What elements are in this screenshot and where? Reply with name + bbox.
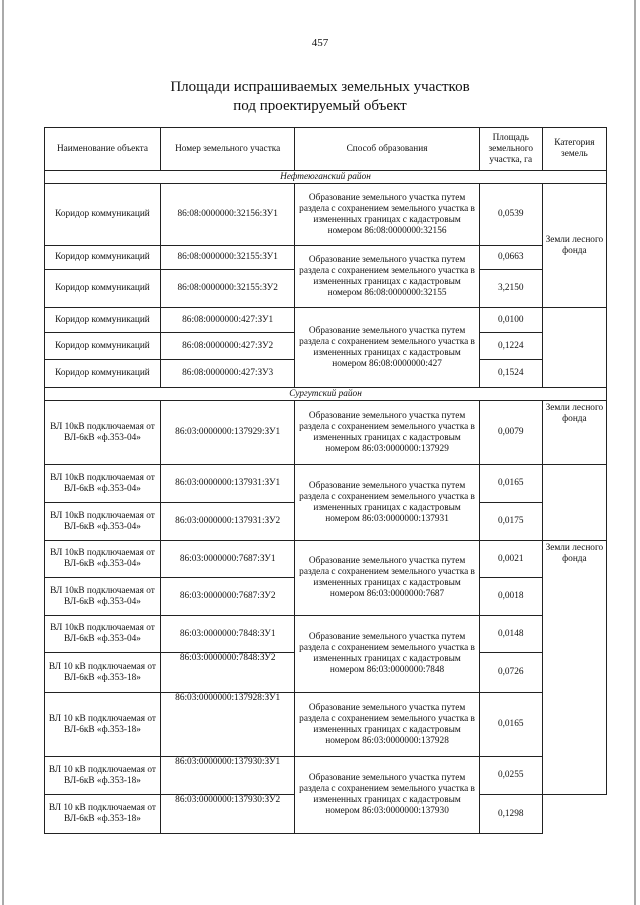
header-row xyxy=(45,128,607,171)
method-cell: Образование земельного участка путем раздела с сохранением земельного участка в измененных границах с кадастровым номером 86:03:0000000:137929 xyxy=(295,401,479,465)
plot-number-cell: 86:03:0000000:7848:ЗУ2 xyxy=(160,653,295,693)
table-row xyxy=(45,401,607,465)
method-cell: Образование земельного участка путем раздела с сохранением земельного участка в измененных границах с кадастровым номером 86:03:0000000:137931 xyxy=(295,465,479,541)
header-number: Номер земельного участка xyxy=(160,128,295,171)
table-row xyxy=(45,616,607,653)
section-title: Нефтеюганский район xyxy=(45,171,607,184)
category-cell-empty xyxy=(542,465,606,541)
area-cell: 3,2150 xyxy=(479,270,542,308)
area-cell: 0,0726 xyxy=(479,653,542,693)
right-page-edge xyxy=(634,0,636,905)
header-name: Наименование объекта xyxy=(45,128,161,171)
method-cell: Образование земельного участка путем раздела с сохранением земельного участка в измененных границах с кадастровым номером 86:03:0000000:7687 xyxy=(295,541,479,616)
plot-number-cell: 86:03:0000000:137931:ЗУ1 xyxy=(160,465,295,503)
table-row xyxy=(45,465,607,503)
plot-number-cell: 86:03:0000000:137930:ЗУ2 xyxy=(160,795,295,834)
table-row xyxy=(45,308,607,333)
object-name-cell: ВЛ 10кВ подключаемая от ВЛ-6кВ «ф.353-04» xyxy=(45,503,161,541)
header-category: Категория земель xyxy=(542,128,606,171)
plot-number-cell: 86:08:0000000:32155:ЗУ1 xyxy=(160,246,295,270)
area-cell: 0,0165 xyxy=(479,465,542,503)
title-line-2: под проектируемый объект xyxy=(233,98,407,114)
method-cell: Образование земельного участка путем раздела с сохранением земельного участка в измененных границах с кадастровым номером 86:08:0000000:32156 xyxy=(295,184,479,246)
method-cell: Образование земельного участка путем раздела с сохранением земельного участка в измененных границах с кадастровым номером 86:03:0000000:137930 xyxy=(295,757,479,834)
method-cell: Образование земельного участка путем раздела с сохранением земельного участка в измененных границах с кадастровым номером 86:03:0000000:137928 xyxy=(295,693,479,757)
category-cell-empty xyxy=(542,308,606,388)
object-name-cell: Коридор коммуникаций xyxy=(45,333,161,360)
object-name-cell: ВЛ 10кВ подключаемая от ВЛ-6кВ «ф.353-04» xyxy=(45,616,161,653)
plot-number-cell: 86:03:0000000:137928:ЗУ1 xyxy=(160,693,295,757)
area-cell: 0,0021 xyxy=(479,541,542,578)
plot-number-cell: 86:03:0000000:137929:ЗУ1 xyxy=(160,401,295,465)
area-cell: 0,0175 xyxy=(479,503,542,541)
object-name-cell: Коридор коммуникаций xyxy=(45,308,161,333)
object-name-cell: ВЛ 10кВ подключаемая от ВЛ-6кВ «ф.353-04» xyxy=(45,465,161,503)
area-cell: 0,0148 xyxy=(479,616,542,653)
area-cell: 0,0663 xyxy=(479,246,542,270)
table-row xyxy=(45,757,607,795)
page-number: 457 xyxy=(311,37,329,49)
table-row xyxy=(45,246,607,270)
area-cell: 0,0018 xyxy=(479,578,542,616)
section-title: Сургутский район xyxy=(45,388,607,401)
table-row xyxy=(45,184,607,246)
object-name-cell: ВЛ 10 кВ подключаемая от ВЛ-6кВ «ф.353-18» xyxy=(45,795,161,834)
left-page-edge xyxy=(2,0,4,905)
title-line-1: Площади испрашиваемых земельных участков xyxy=(170,79,470,95)
plot-number-cell: 86:08:0000000:427:ЗУ1 xyxy=(160,308,295,333)
object-name-cell: ВЛ 10кВ подключаемая от ВЛ-6кВ «ф.353-04» xyxy=(45,401,161,465)
section-row xyxy=(45,171,607,184)
object-name-cell: ВЛ 10кВ подключаемая от ВЛ-6кВ «ф.353-04» xyxy=(45,541,161,578)
plot-number-cell: 86:03:0000000:7848:ЗУ1 xyxy=(160,616,295,653)
object-name-cell: ВЛ 10 кВ подключаемая от ВЛ-6кВ «ф.353-18» xyxy=(45,757,161,795)
object-name-cell: ВЛ 10 кВ подключаемая от ВЛ-6кВ «ф.353-18» xyxy=(45,693,161,757)
area-cell: 0,1524 xyxy=(479,360,542,388)
area-cell: 0,1224 xyxy=(479,333,542,360)
plot-number-cell: 86:08:0000000:427:ЗУ3 xyxy=(160,360,295,388)
land-plots-table xyxy=(44,127,607,834)
section-row xyxy=(45,388,607,401)
plot-number-cell: 86:03:0000000:7687:ЗУ1 xyxy=(160,541,295,578)
plot-number-cell: 86:08:0000000:32156:ЗУ1 xyxy=(160,184,295,246)
method-cell: Образование земельного участка путем раздела с сохранением земельного участка в измененных границах с кадастровым номером 86:08:0000000:427 xyxy=(295,308,479,388)
method-cell: Образование земельного участка путем раздела с сохранением земельного участка в измененных границах с кадастровым номером 86:08:0000000:32155 xyxy=(295,246,479,308)
area-cell: 0,0165 xyxy=(479,693,542,757)
plot-number-cell: 86:03:0000000:137931:ЗУ2 xyxy=(160,503,295,541)
method-cell: Образование земельного участка путем раздела с сохранением земельного участка в измененных границах с кадастровым номером 86:03:0000000:7848 xyxy=(295,616,479,693)
object-name-cell: ВЛ 10кВ подключаемая от ВЛ-6кВ «ф.353-04» xyxy=(45,578,161,616)
category-cell: Земли лесного фонда xyxy=(542,184,606,308)
page-title xyxy=(0,78,640,116)
header-method: Способ образования xyxy=(295,128,479,171)
plot-number-cell: 86:03:0000000:7687:ЗУ2 xyxy=(160,578,295,616)
table-row xyxy=(45,693,607,757)
area-cell: 0,0100 xyxy=(479,308,542,333)
object-name-cell: ВЛ 10 кВ подключаемая от ВЛ-6кВ «ф.353-18» xyxy=(45,653,161,693)
area-cell: 0,1298 xyxy=(479,795,542,834)
category-cell: Земли лесного фонда xyxy=(542,401,606,465)
area-cell: 0,0539 xyxy=(479,184,542,246)
area-cell: 0,0079 xyxy=(479,401,542,465)
plot-number-cell: 86:08:0000000:427:ЗУ2 xyxy=(160,333,295,360)
object-name-cell: Коридор коммуникаций xyxy=(45,360,161,388)
object-name-cell: Коридор коммуникаций xyxy=(45,184,161,246)
area-cell: 0,0255 xyxy=(479,757,542,795)
plot-number-cell: 86:03:0000000:137930:ЗУ1 xyxy=(160,757,295,795)
table-row xyxy=(45,541,607,578)
plot-number-cell: 86:08:0000000:32155:ЗУ2 xyxy=(160,270,295,308)
object-name-cell: Коридор коммуникаций xyxy=(45,246,161,270)
header-area: Площадь земельного участка, га xyxy=(479,128,542,171)
object-name-cell: Коридор коммуникаций xyxy=(45,270,161,308)
category-cell: Земли лесного фонда xyxy=(542,541,606,795)
